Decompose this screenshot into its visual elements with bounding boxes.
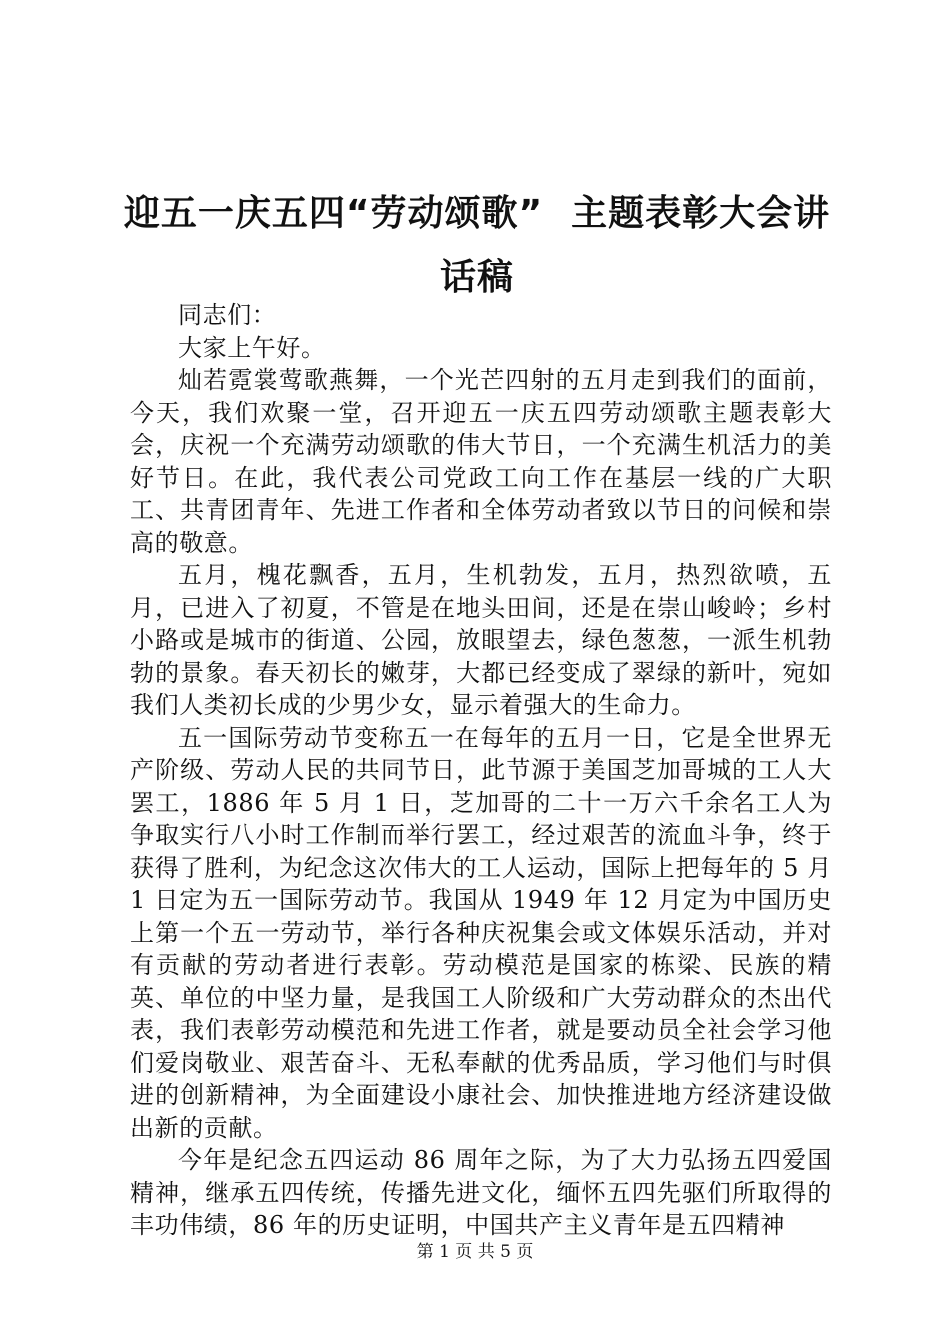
body-paragraph: 五一国际劳动节变称五一在每年的五月一日，它是全世界无产阶级、劳动人民的共同节日，此节源于美国芝加哥城的工人大罢工，1886 年 5 月 1 日，芝加哥的二十一万六千余名工人为争取实行八小时工作制而举行罢工，经过艰苦的流血斗争，终于获得了胜利，为纪念这次伟大的工人运动，国际上把每年的 5 月 1 日定为五一国际劳动节。我国从 1949 年 12 月定为中国历史上第一个五一劳动节，举行各种庆祝集会或文体娱乐活动，并对有贡献的劳动者进行表彰。劳动模范是国家的栋梁、民族的精英、单位的中坚力量，是我国工人阶级和广大劳动群众的杰出代表，我们表彰劳动模范和先进工作者，就是要动员全社会学习他们爱岗敬业、艰苦奋斗、无私奉献的优秀品质，学习他们与时俱进的创新精神，为全面建设小康社会、加快推进地方经济建设做出新的贡献。 [130,723,832,1142]
document-title [112,182,842,310]
body-paragraph: 五月，槐花飘香，五月，生机勃发，五月，热烈欲喷，五月，已进入了初夏，不管是在地头田间，还是在崇山峻岭；乡村小路或是城市的街道、公园，放眼望去，绿色葱葱，一派生机勃勃的景象。春天初长的嫩芽，大都已经变成了翠绿的新叶，宛如我们人类初长成的少男少女，显示着强大的生命力。 [130,561,832,719]
title-line-2: 话稿 [439,257,514,298]
greeting: 大家上午好。 [178,333,326,362]
body-paragraph: 灿若霓裳莺歌燕舞，一个光芒四射的五月走到我们的面前，今天，我们欢聚一堂，召开迎五一庆五四劳动颂歌主题表彰大会，庆祝一个充满劳动颂歌的伟大节日，一个充满生机活力的美好节日。在此，我代表公司党政工向工作在基层一线的广大职工、共青团青年、先进工作者和全体劳动者致以节日的问候和崇高的敬意。 [130,366,832,557]
body-paragraph: 今年是纪念五四运动 86 周年之际，为了大力弘扬五四爱国精神，继承五四传统，传播先进文化，缅怀五四先驱们所取得的丰功伟绩，86 年的历史证明，中国共产主义青年是五四精神 [130,1146,832,1239]
salutation: 同志们： [178,301,277,329]
title-part-2: 主题表彰大会讲 [571,193,831,234]
document-body [130,299,832,1242]
title-part-1: 迎五一庆五四“劳动颂歌” [123,193,544,234]
page-footer: 第 1 页 共 5 页 [416,1242,534,1262]
title-line-1 [112,182,842,246]
